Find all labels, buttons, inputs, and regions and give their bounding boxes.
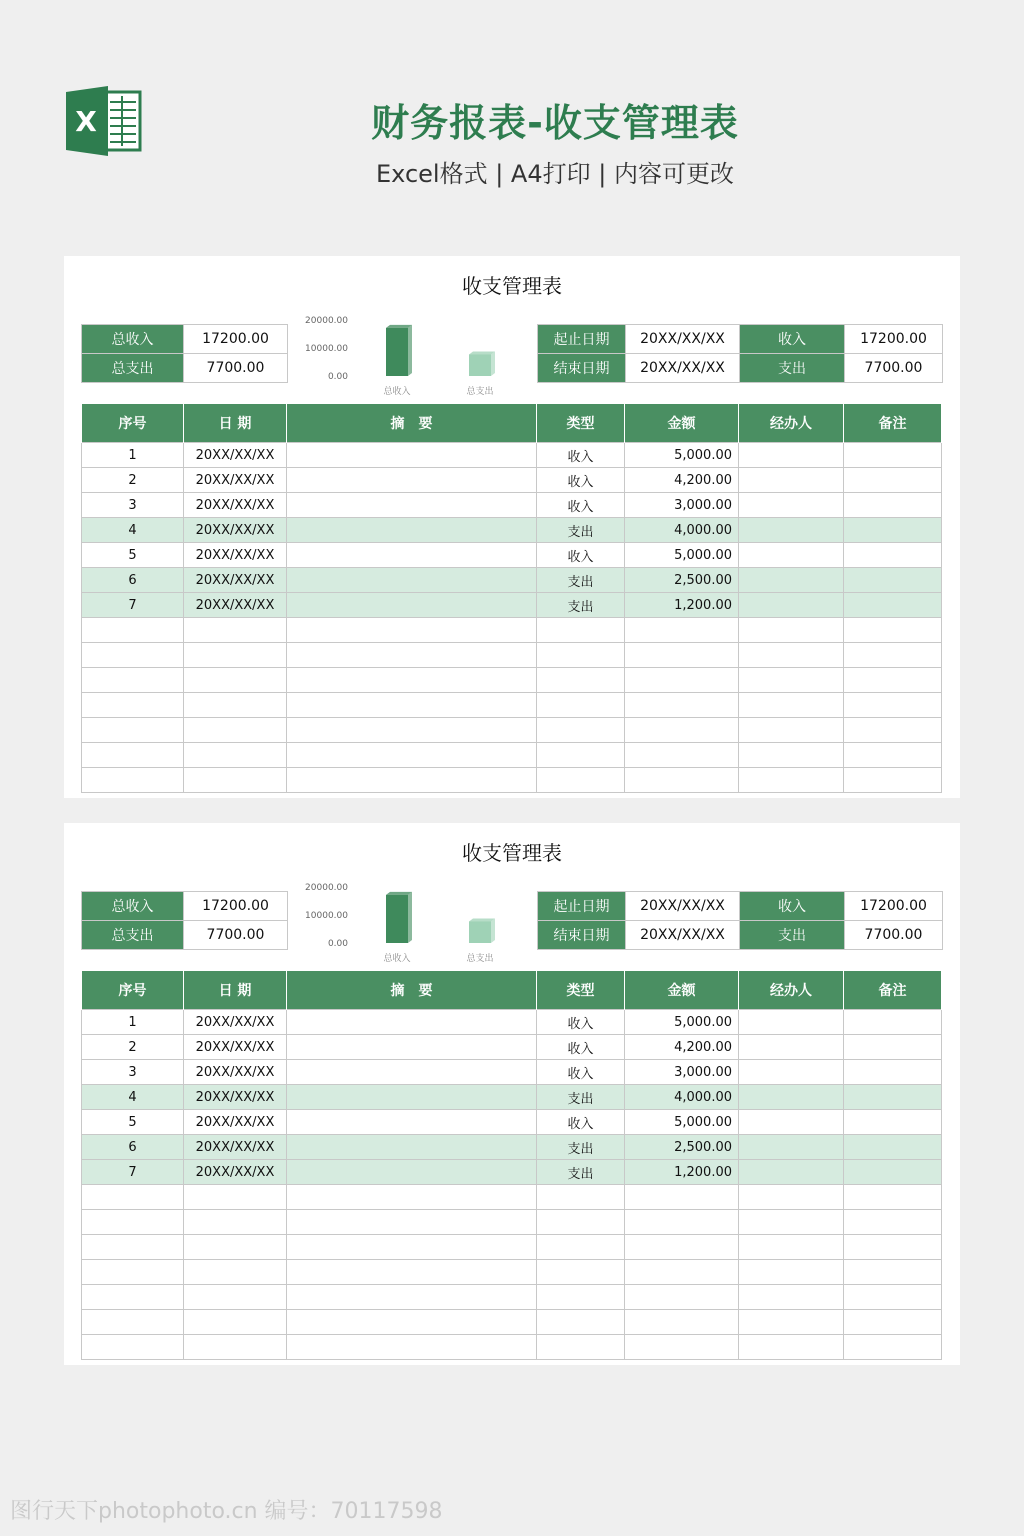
table-row bbox=[82, 1085, 942, 1110]
empty-row bbox=[82, 743, 942, 768]
cell-type[interactable]: 收入 bbox=[537, 543, 625, 568]
summary-right bbox=[537, 324, 943, 383]
cell-date[interactable]: 20XX/XX/XX bbox=[184, 493, 287, 518]
empty-cell[interactable] bbox=[184, 768, 287, 793]
y-tick-label: 20000.00 bbox=[305, 883, 348, 893]
cell-handler[interactable] bbox=[739, 1060, 844, 1085]
empty-cell[interactable] bbox=[844, 668, 942, 693]
cell-no[interactable]: 3 bbox=[82, 493, 184, 518]
cell-date[interactable]: 20XX/XX/XX bbox=[184, 543, 287, 568]
cell-handler[interactable] bbox=[739, 593, 844, 618]
column-header[interactable]: 序号 bbox=[82, 971, 184, 1010]
empty-cell[interactable] bbox=[184, 1210, 287, 1235]
summary-value[interactable]: 7700.00 bbox=[184, 921, 288, 950]
column-header[interactable]: 备注 bbox=[844, 971, 942, 1010]
empty-row bbox=[82, 643, 942, 668]
page-header bbox=[0, 0, 1024, 230]
cell-note[interactable] bbox=[844, 1160, 942, 1185]
cell-date[interactable]: 20XX/XX/XX bbox=[184, 443, 287, 468]
cell-type[interactable]: 支出 bbox=[537, 518, 625, 543]
table-row bbox=[82, 1035, 942, 1060]
empty-cell[interactable] bbox=[287, 743, 537, 768]
cell-no[interactable]: 6 bbox=[82, 568, 184, 593]
empty-cell[interactable] bbox=[537, 1335, 625, 1360]
column-header[interactable]: 类型 bbox=[537, 404, 625, 443]
cell-no[interactable]: 7 bbox=[82, 593, 184, 618]
empty-cell[interactable] bbox=[537, 618, 625, 643]
empty-cell[interactable] bbox=[184, 1185, 287, 1210]
empty-cell[interactable] bbox=[287, 693, 537, 718]
empty-cell[interactable] bbox=[625, 743, 739, 768]
empty-cell[interactable] bbox=[537, 1185, 625, 1210]
column-header[interactable]: 序号 bbox=[82, 404, 184, 443]
summary-right bbox=[537, 891, 943, 950]
cell-amount[interactable]: 4,000.00 bbox=[625, 518, 739, 543]
summary-value[interactable]: 17200.00 bbox=[184, 325, 288, 354]
cell-amount[interactable]: 2,500.00 bbox=[625, 1135, 739, 1160]
summary-label: 收入 bbox=[740, 325, 845, 354]
empty-cell[interactable] bbox=[287, 718, 537, 743]
cell-amount[interactable]: 5,000.00 bbox=[625, 543, 739, 568]
empty-cell[interactable] bbox=[625, 668, 739, 693]
cell-summary[interactable] bbox=[287, 1085, 537, 1110]
cell-date[interactable]: 20XX/XX/XX bbox=[184, 518, 287, 543]
empty-cell[interactable] bbox=[844, 1235, 942, 1260]
cell-handler[interactable] bbox=[739, 443, 844, 468]
cell-date[interactable]: 20XX/XX/XX bbox=[184, 1135, 287, 1160]
cell-note[interactable] bbox=[844, 493, 942, 518]
sheet-card bbox=[64, 823, 960, 1365]
cell-no[interactable]: 5 bbox=[82, 543, 184, 568]
empty-row bbox=[82, 1260, 942, 1285]
cell-no[interactable]: 2 bbox=[82, 468, 184, 493]
sheet-card bbox=[64, 256, 960, 798]
empty-cell[interactable] bbox=[625, 1260, 739, 1285]
empty-cell[interactable] bbox=[739, 668, 844, 693]
empty-cell[interactable] bbox=[625, 618, 739, 643]
chart-bar[interactable] bbox=[469, 918, 495, 943]
cell-type[interactable]: 收入 bbox=[537, 1060, 625, 1085]
cell-date[interactable]: 20XX/XX/XX bbox=[184, 1110, 287, 1135]
column-header[interactable]: 日 期 bbox=[184, 971, 287, 1010]
summary-label: 总收入 bbox=[82, 325, 184, 354]
cell-no[interactable]: 1 bbox=[82, 1010, 184, 1035]
cell-note[interactable] bbox=[844, 1135, 942, 1160]
empty-cell[interactable] bbox=[82, 693, 184, 718]
column-header[interactable]: 日 期 bbox=[184, 404, 287, 443]
cell-summary[interactable] bbox=[287, 493, 537, 518]
ledger-table bbox=[81, 971, 942, 1360]
empty-cell[interactable] bbox=[844, 1310, 942, 1335]
empty-cell[interactable] bbox=[537, 643, 625, 668]
cell-summary[interactable] bbox=[287, 468, 537, 493]
cell-no[interactable]: 7 bbox=[82, 1160, 184, 1185]
empty-cell[interactable] bbox=[844, 1335, 942, 1360]
empty-cell[interactable] bbox=[739, 1335, 844, 1360]
cell-handler[interactable] bbox=[739, 1135, 844, 1160]
summary-value[interactable]: 7700.00 bbox=[845, 921, 943, 950]
summary-value[interactable]: 17200.00 bbox=[845, 325, 943, 354]
column-header[interactable]: 经办人 bbox=[739, 404, 844, 443]
summary-label: 起止日期 bbox=[538, 325, 626, 354]
empty-cell[interactable] bbox=[739, 618, 844, 643]
cell-handler[interactable] bbox=[739, 1110, 844, 1135]
empty-cell[interactable] bbox=[537, 1210, 625, 1235]
cell-note[interactable] bbox=[844, 593, 942, 618]
cell-type[interactable]: 收入 bbox=[537, 1010, 625, 1035]
empty-cell[interactable] bbox=[184, 1285, 287, 1310]
cell-type[interactable]: 支出 bbox=[537, 1085, 625, 1110]
cell-handler[interactable] bbox=[739, 493, 844, 518]
page-title: 财务报表-收支管理表 bbox=[371, 101, 739, 145]
cell-note[interactable] bbox=[844, 543, 942, 568]
empty-cell[interactable] bbox=[844, 618, 942, 643]
cell-summary[interactable] bbox=[287, 518, 537, 543]
summary-label: 支出 bbox=[740, 921, 845, 950]
empty-cell[interactable] bbox=[537, 1260, 625, 1285]
column-header[interactable]: 金额 bbox=[625, 971, 739, 1010]
table-row bbox=[82, 443, 942, 468]
column-header[interactable]: 金额 bbox=[625, 404, 739, 443]
cell-no[interactable]: 4 bbox=[82, 1085, 184, 1110]
cell-amount[interactable]: 1,200.00 bbox=[625, 1160, 739, 1185]
empty-row bbox=[82, 718, 942, 743]
table-row bbox=[82, 1060, 942, 1085]
empty-cell[interactable] bbox=[82, 1335, 184, 1360]
column-header[interactable]: 经办人 bbox=[739, 971, 844, 1010]
empty-cell[interactable] bbox=[844, 1210, 942, 1235]
cell-amount[interactable]: 5,000.00 bbox=[625, 1110, 739, 1135]
empty-cell[interactable] bbox=[625, 768, 739, 793]
cell-amount[interactable]: 2,500.00 bbox=[625, 568, 739, 593]
cell-note[interactable] bbox=[844, 1085, 942, 1110]
empty-cell[interactable] bbox=[184, 618, 287, 643]
cell-no[interactable]: 5 bbox=[82, 1110, 184, 1135]
summary-label: 收入 bbox=[740, 892, 845, 921]
cell-amount[interactable]: 4,000.00 bbox=[625, 1085, 739, 1110]
empty-cell[interactable] bbox=[739, 1260, 844, 1285]
empty-cell[interactable] bbox=[184, 1310, 287, 1335]
empty-cell[interactable] bbox=[625, 1335, 739, 1360]
empty-row bbox=[82, 668, 942, 693]
cell-date[interactable]: 20XX/XX/XX bbox=[184, 593, 287, 618]
y-tick-label: 0.00 bbox=[327, 372, 348, 382]
cell-note[interactable] bbox=[844, 468, 942, 493]
table-row bbox=[82, 1010, 942, 1035]
cell-summary[interactable] bbox=[287, 543, 537, 568]
cell-date[interactable]: 20XX/XX/XX bbox=[184, 1010, 287, 1035]
summary-bar-chart bbox=[300, 881, 530, 969]
empty-cell[interactable] bbox=[82, 618, 184, 643]
empty-cell[interactable] bbox=[844, 1185, 942, 1210]
empty-cell[interactable] bbox=[537, 668, 625, 693]
empty-cell[interactable] bbox=[625, 718, 739, 743]
cell-note[interactable] bbox=[844, 1110, 942, 1135]
y-tick-label: 10000.00 bbox=[305, 911, 348, 921]
empty-cell[interactable] bbox=[844, 743, 942, 768]
empty-row bbox=[82, 1310, 942, 1335]
cell-amount[interactable]: 1,200.00 bbox=[625, 593, 739, 618]
cell-summary[interactable] bbox=[287, 1135, 537, 1160]
column-header[interactable]: 备注 bbox=[844, 404, 942, 443]
summary-value[interactable]: 20XX/XX/XX bbox=[626, 892, 740, 921]
summary-label: 支出 bbox=[740, 354, 845, 383]
empty-cell[interactable] bbox=[82, 718, 184, 743]
x-category-label: 总收入 bbox=[383, 387, 411, 397]
cell-date[interactable]: 20XX/XX/XX bbox=[184, 1160, 287, 1185]
cell-summary[interactable] bbox=[287, 1035, 537, 1060]
table-header-row bbox=[82, 404, 942, 443]
cell-summary[interactable] bbox=[287, 593, 537, 618]
cell-date[interactable]: 20XX/XX/XX bbox=[184, 1085, 287, 1110]
empty-cell[interactable] bbox=[537, 1310, 625, 1335]
cell-type[interactable]: 收入 bbox=[537, 443, 625, 468]
cell-type[interactable]: 支出 bbox=[537, 568, 625, 593]
empty-cell[interactable] bbox=[844, 718, 942, 743]
empty-cell[interactable] bbox=[287, 643, 537, 668]
excel-logo-icon bbox=[66, 86, 142, 156]
empty-cell[interactable] bbox=[739, 1285, 844, 1310]
cell-summary[interactable] bbox=[287, 1110, 537, 1135]
empty-cell[interactable] bbox=[287, 1185, 537, 1210]
empty-cell[interactable] bbox=[287, 1235, 537, 1260]
cell-no[interactable]: 6 bbox=[82, 1135, 184, 1160]
empty-cell[interactable] bbox=[82, 1185, 184, 1210]
cell-note[interactable] bbox=[844, 443, 942, 468]
empty-cell[interactable] bbox=[82, 668, 184, 693]
empty-cell[interactable] bbox=[739, 718, 844, 743]
empty-cell[interactable] bbox=[739, 643, 844, 668]
x-category-label: 总支出 bbox=[466, 954, 494, 964]
cell-handler[interactable] bbox=[739, 1160, 844, 1185]
chart-bar[interactable] bbox=[469, 351, 495, 376]
summary-value[interactable]: 17200.00 bbox=[845, 892, 943, 921]
cell-note[interactable] bbox=[844, 1060, 942, 1085]
empty-cell[interactable] bbox=[625, 1185, 739, 1210]
cell-amount[interactable]: 3,000.00 bbox=[625, 493, 739, 518]
empty-cell[interactable] bbox=[184, 1260, 287, 1285]
empty-cell[interactable] bbox=[184, 718, 287, 743]
cell-no[interactable]: 3 bbox=[82, 1060, 184, 1085]
empty-row bbox=[82, 1235, 942, 1260]
logo-letter: X bbox=[75, 105, 97, 138]
summary-label: 起止日期 bbox=[538, 892, 626, 921]
cell-handler[interactable] bbox=[739, 1035, 844, 1060]
summary-value[interactable]: 20XX/XX/XX bbox=[626, 325, 740, 354]
empty-cell[interactable] bbox=[844, 1260, 942, 1285]
cell-amount[interactable]: 5,000.00 bbox=[625, 1010, 739, 1035]
empty-row bbox=[82, 618, 942, 643]
y-tick-label: 10000.00 bbox=[305, 344, 348, 354]
empty-cell[interactable] bbox=[739, 743, 844, 768]
cell-no[interactable]: 4 bbox=[82, 518, 184, 543]
summary-label: 总支出 bbox=[82, 354, 184, 383]
empty-cell[interactable] bbox=[287, 1335, 537, 1360]
y-tick-label: 20000.00 bbox=[305, 316, 348, 326]
cell-summary[interactable] bbox=[287, 443, 537, 468]
empty-cell[interactable] bbox=[82, 743, 184, 768]
empty-cell[interactable] bbox=[625, 1235, 739, 1260]
empty-cell[interactable] bbox=[537, 718, 625, 743]
column-header[interactable]: 摘 要 bbox=[287, 404, 537, 443]
empty-cell[interactable] bbox=[739, 1310, 844, 1335]
empty-cell[interactable] bbox=[625, 693, 739, 718]
empty-cell[interactable] bbox=[739, 693, 844, 718]
y-tick-label: 0.00 bbox=[327, 939, 348, 949]
cell-date[interactable]: 20XX/XX/XX bbox=[184, 1060, 287, 1085]
cell-summary[interactable] bbox=[287, 1010, 537, 1035]
empty-row bbox=[82, 1210, 942, 1235]
empty-row bbox=[82, 768, 942, 793]
watermark: 图行天下photophoto.cn 编号：70117598 bbox=[10, 1499, 443, 1524]
empty-cell[interactable] bbox=[287, 1285, 537, 1310]
cell-handler[interactable] bbox=[739, 518, 844, 543]
cell-handler[interactable] bbox=[739, 468, 844, 493]
cell-amount[interactable]: 3,000.00 bbox=[625, 1060, 739, 1085]
cell-handler[interactable] bbox=[739, 543, 844, 568]
empty-cell[interactable] bbox=[537, 743, 625, 768]
empty-cell[interactable] bbox=[184, 643, 287, 668]
empty-cell[interactable] bbox=[82, 1210, 184, 1235]
table-row bbox=[82, 1110, 942, 1135]
x-category-label: 总收入 bbox=[383, 954, 411, 964]
ledger-table bbox=[81, 404, 942, 793]
empty-cell[interactable] bbox=[287, 1210, 537, 1235]
table-row bbox=[82, 518, 942, 543]
table-row bbox=[82, 543, 942, 568]
table-header-row bbox=[82, 971, 942, 1010]
empty-row bbox=[82, 693, 942, 718]
page-subtitle: Excel格式 | A4打印 | 内容可更改 bbox=[376, 160, 734, 188]
empty-cell[interactable] bbox=[537, 693, 625, 718]
table-row bbox=[82, 493, 942, 518]
cell-type[interactable]: 支出 bbox=[537, 593, 625, 618]
empty-cell[interactable] bbox=[625, 1310, 739, 1335]
empty-cell[interactable] bbox=[739, 1235, 844, 1260]
cell-no[interactable]: 1 bbox=[82, 443, 184, 468]
cell-no[interactable]: 2 bbox=[82, 1035, 184, 1060]
column-header[interactable]: 摘 要 bbox=[287, 971, 537, 1010]
cell-note[interactable] bbox=[844, 1035, 942, 1060]
empty-cell[interactable] bbox=[287, 1260, 537, 1285]
summary-bar-chart bbox=[300, 314, 530, 402]
cell-amount[interactable]: 4,200.00 bbox=[625, 1035, 739, 1060]
empty-cell[interactable] bbox=[82, 1310, 184, 1335]
cell-amount[interactable]: 4,200.00 bbox=[625, 468, 739, 493]
empty-cell[interactable] bbox=[739, 1185, 844, 1210]
empty-cell[interactable] bbox=[844, 693, 942, 718]
empty-cell[interactable] bbox=[844, 768, 942, 793]
cell-type[interactable]: 支出 bbox=[537, 1135, 625, 1160]
cell-type[interactable]: 支出 bbox=[537, 1160, 625, 1185]
empty-cell[interactable] bbox=[184, 1235, 287, 1260]
sheet-title: 收支管理表 bbox=[462, 841, 562, 865]
summary-value[interactable]: 17200.00 bbox=[184, 892, 288, 921]
empty-cell[interactable] bbox=[537, 1235, 625, 1260]
empty-cell[interactable] bbox=[287, 618, 537, 643]
empty-cell[interactable] bbox=[287, 768, 537, 793]
empty-cell[interactable] bbox=[82, 1285, 184, 1310]
cell-note[interactable] bbox=[844, 518, 942, 543]
table-row bbox=[82, 593, 942, 618]
cell-summary[interactable] bbox=[287, 568, 537, 593]
empty-cell[interactable] bbox=[82, 1260, 184, 1285]
empty-row bbox=[82, 1285, 942, 1310]
summary-value[interactable]: 20XX/XX/XX bbox=[626, 354, 740, 383]
x-category-label: 总支出 bbox=[466, 387, 494, 397]
cell-date[interactable]: 20XX/XX/XX bbox=[184, 568, 287, 593]
empty-cell[interactable] bbox=[82, 768, 184, 793]
cell-type[interactable]: 收入 bbox=[537, 1035, 625, 1060]
table-row bbox=[82, 1135, 942, 1160]
empty-cell[interactable] bbox=[625, 1285, 739, 1310]
cell-type[interactable]: 收入 bbox=[537, 493, 625, 518]
cell-note[interactable] bbox=[844, 568, 942, 593]
chart-bar[interactable] bbox=[386, 892, 412, 943]
empty-cell[interactable] bbox=[537, 1285, 625, 1310]
summary-label: 总支出 bbox=[82, 921, 184, 950]
cell-summary[interactable] bbox=[287, 1160, 537, 1185]
empty-cell[interactable] bbox=[844, 643, 942, 668]
empty-cell[interactable] bbox=[184, 743, 287, 768]
empty-cell[interactable] bbox=[287, 1310, 537, 1335]
summary-label: 结束日期 bbox=[538, 921, 626, 950]
cell-summary[interactable] bbox=[287, 1060, 537, 1085]
empty-cell[interactable] bbox=[287, 668, 537, 693]
summary-value[interactable]: 20XX/XX/XX bbox=[626, 921, 740, 950]
empty-cell[interactable] bbox=[184, 1335, 287, 1360]
empty-cell[interactable] bbox=[625, 643, 739, 668]
table-row bbox=[82, 1160, 942, 1185]
table-row bbox=[82, 468, 942, 493]
cell-handler[interactable] bbox=[739, 1085, 844, 1110]
empty-cell[interactable] bbox=[82, 643, 184, 668]
empty-cell[interactable] bbox=[739, 768, 844, 793]
empty-cell[interactable] bbox=[739, 1210, 844, 1235]
summary-left bbox=[81, 324, 288, 383]
summary-label: 结束日期 bbox=[538, 354, 626, 383]
empty-row bbox=[82, 1185, 942, 1210]
empty-cell[interactable] bbox=[625, 1210, 739, 1235]
cell-type[interactable]: 收入 bbox=[537, 468, 625, 493]
chart-bar[interactable] bbox=[386, 325, 412, 376]
cell-amount[interactable]: 5,000.00 bbox=[625, 443, 739, 468]
empty-cell[interactable] bbox=[184, 668, 287, 693]
empty-cell[interactable] bbox=[844, 1285, 942, 1310]
empty-row bbox=[82, 1335, 942, 1360]
cell-note[interactable] bbox=[844, 1010, 942, 1035]
cell-handler[interactable] bbox=[739, 1010, 844, 1035]
empty-cell[interactable] bbox=[184, 693, 287, 718]
empty-cell[interactable] bbox=[537, 768, 625, 793]
empty-cell[interactable] bbox=[82, 1235, 184, 1260]
table-row bbox=[82, 568, 942, 593]
summary-value[interactable]: 7700.00 bbox=[845, 354, 943, 383]
summary-label: 总收入 bbox=[82, 892, 184, 921]
summary-left bbox=[81, 891, 288, 950]
cell-type[interactable]: 收入 bbox=[537, 1110, 625, 1135]
summary-value[interactable]: 7700.00 bbox=[184, 354, 288, 383]
column-header[interactable]: 类型 bbox=[537, 971, 625, 1010]
cell-date[interactable]: 20XX/XX/XX bbox=[184, 468, 287, 493]
cell-date[interactable]: 20XX/XX/XX bbox=[184, 1035, 287, 1060]
cell-handler[interactable] bbox=[739, 568, 844, 593]
sheet-title: 收支管理表 bbox=[462, 274, 562, 298]
